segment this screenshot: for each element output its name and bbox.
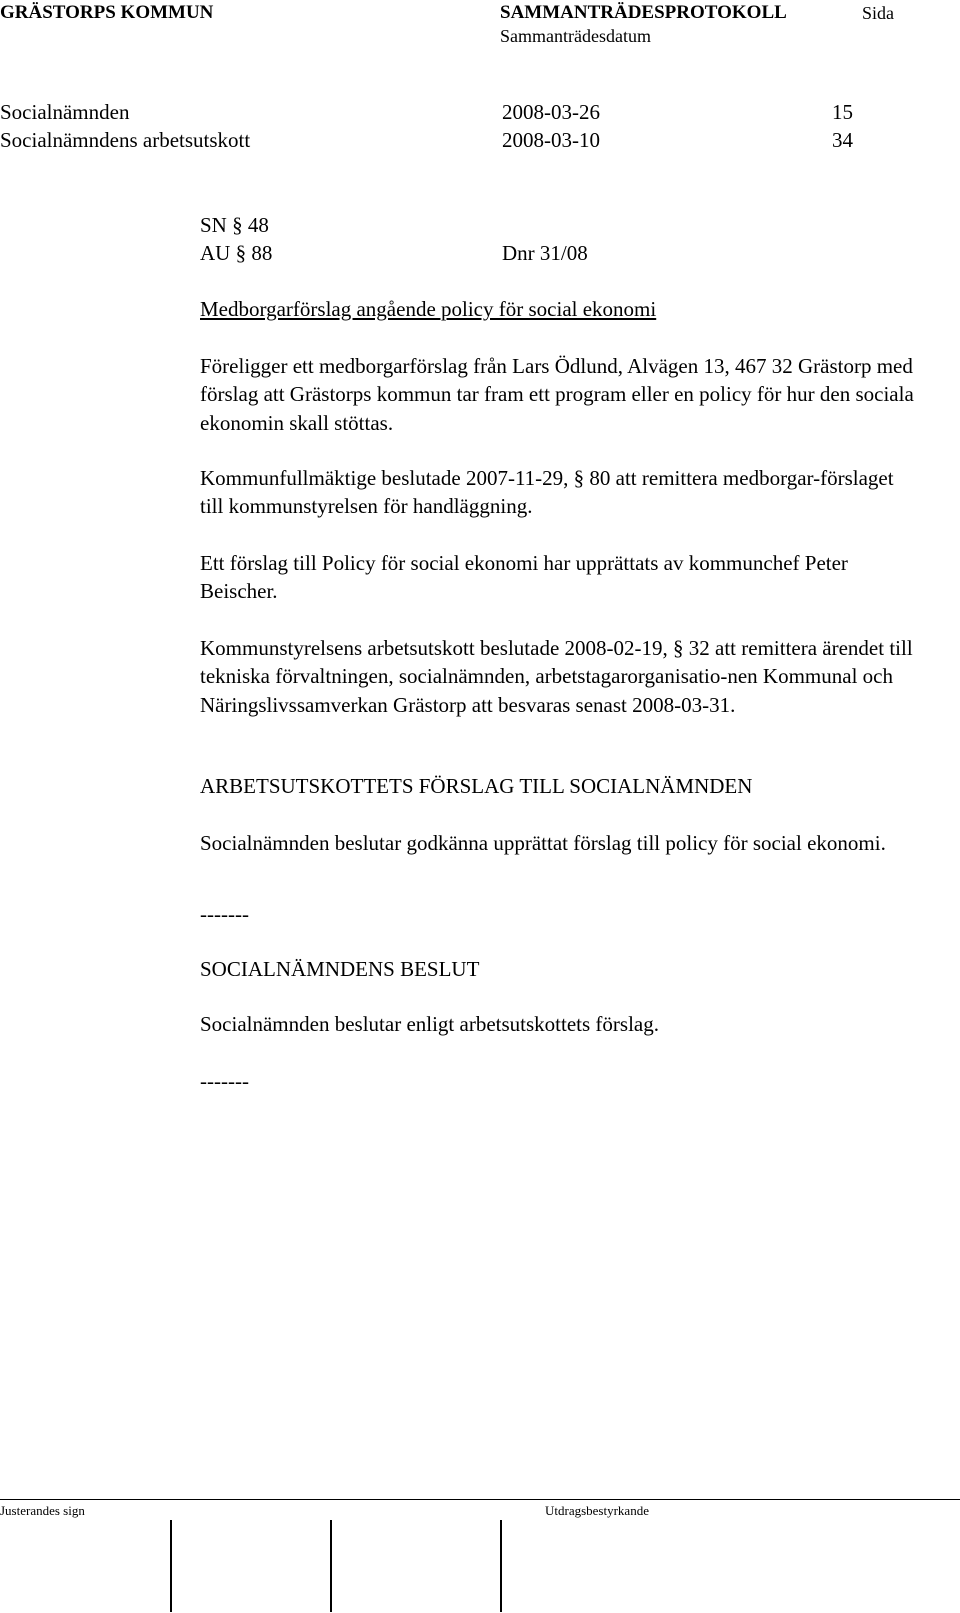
- proposal-text: Socialnämnden beslutar godkänna upprättat förslag till policy för social ekonomi.: [200, 831, 886, 855]
- paragraph-executive-committee: Kommunstyrelsens arbetsutskott beslutade 2008-02-19, § 32 att remittera ärendet till tekniska förvaltningen, socialnämnden, arbetstagarorganisatio-nen Kommunal och Näringslivssamverkan Grästorp att besvaras senast 2008-03-31.: [200, 636, 913, 717]
- meeting-date: 2008-03-26: [502, 100, 600, 124]
- signature-divider: [170, 1520, 172, 1612]
- municipality-name: GRÄSTORPS KOMMUN: [0, 2, 214, 23]
- au-paragraph-number: AU § 88: [200, 241, 273, 265]
- proposal-heading: ARBETSUTSKOTTETS FÖRSLAG TILL SOCIALNÄMNDEN: [200, 774, 753, 798]
- section-title: Medborgarförslag angående policy för social ekonomi: [200, 297, 657, 321]
- meeting-date-label: Sammanträdesdatum: [500, 26, 651, 46]
- separator: -------: [200, 1069, 249, 1093]
- paragraph-policy-draft: Ett förslag till Policy för social ekonomi har upprättats av kommunchef Peter Beischer.: [200, 551, 848, 604]
- decision-text: Socialnämnden beslutar enligt arbetsutskottets förslag.: [200, 1012, 659, 1036]
- meeting-body: Socialnämndens arbetsutskott: [0, 128, 251, 152]
- meeting-body: Socialnämnden: [0, 100, 130, 124]
- separator: -------: [200, 902, 249, 926]
- page-label: Sida: [862, 3, 895, 23]
- paragraph-council-decision: Kommunfullmäktige beslutade 2007-11-29, § 80 att remittera medborgar-förslaget till kommunstyrelsen för handläggning.: [200, 466, 894, 519]
- footer-rule: [0, 1499, 960, 1500]
- meeting-page: 15: [832, 100, 853, 124]
- meeting-page: 34: [832, 128, 853, 152]
- signature-divider: [330, 1520, 332, 1612]
- diary-number: Dnr 31/08: [502, 241, 588, 265]
- paragraph-citizen-proposal: Föreligger ett medborgarförslag från Lars Ödlund, Alvägen 13, 467 32 Grästorp med förslag att Grästorps kommun tar fram ett program eller en policy för hur den sociala ekonomin skall stöttas.: [200, 354, 914, 435]
- decision-heading: SOCIALNÄMNDENS BESLUT: [200, 957, 480, 981]
- signature-divider: [500, 1520, 502, 1612]
- sn-paragraph-number: SN § 48: [200, 213, 269, 237]
- utdragsbestyrkande-label: Utdragsbestyrkande: [545, 1503, 649, 1518]
- meeting-date: 2008-03-10: [502, 128, 600, 152]
- document-type: SAMMANTRÄDESPROTOKOLL: [500, 2, 787, 23]
- justerandes-sign-label: Justerandes sign: [0, 1503, 85, 1518]
